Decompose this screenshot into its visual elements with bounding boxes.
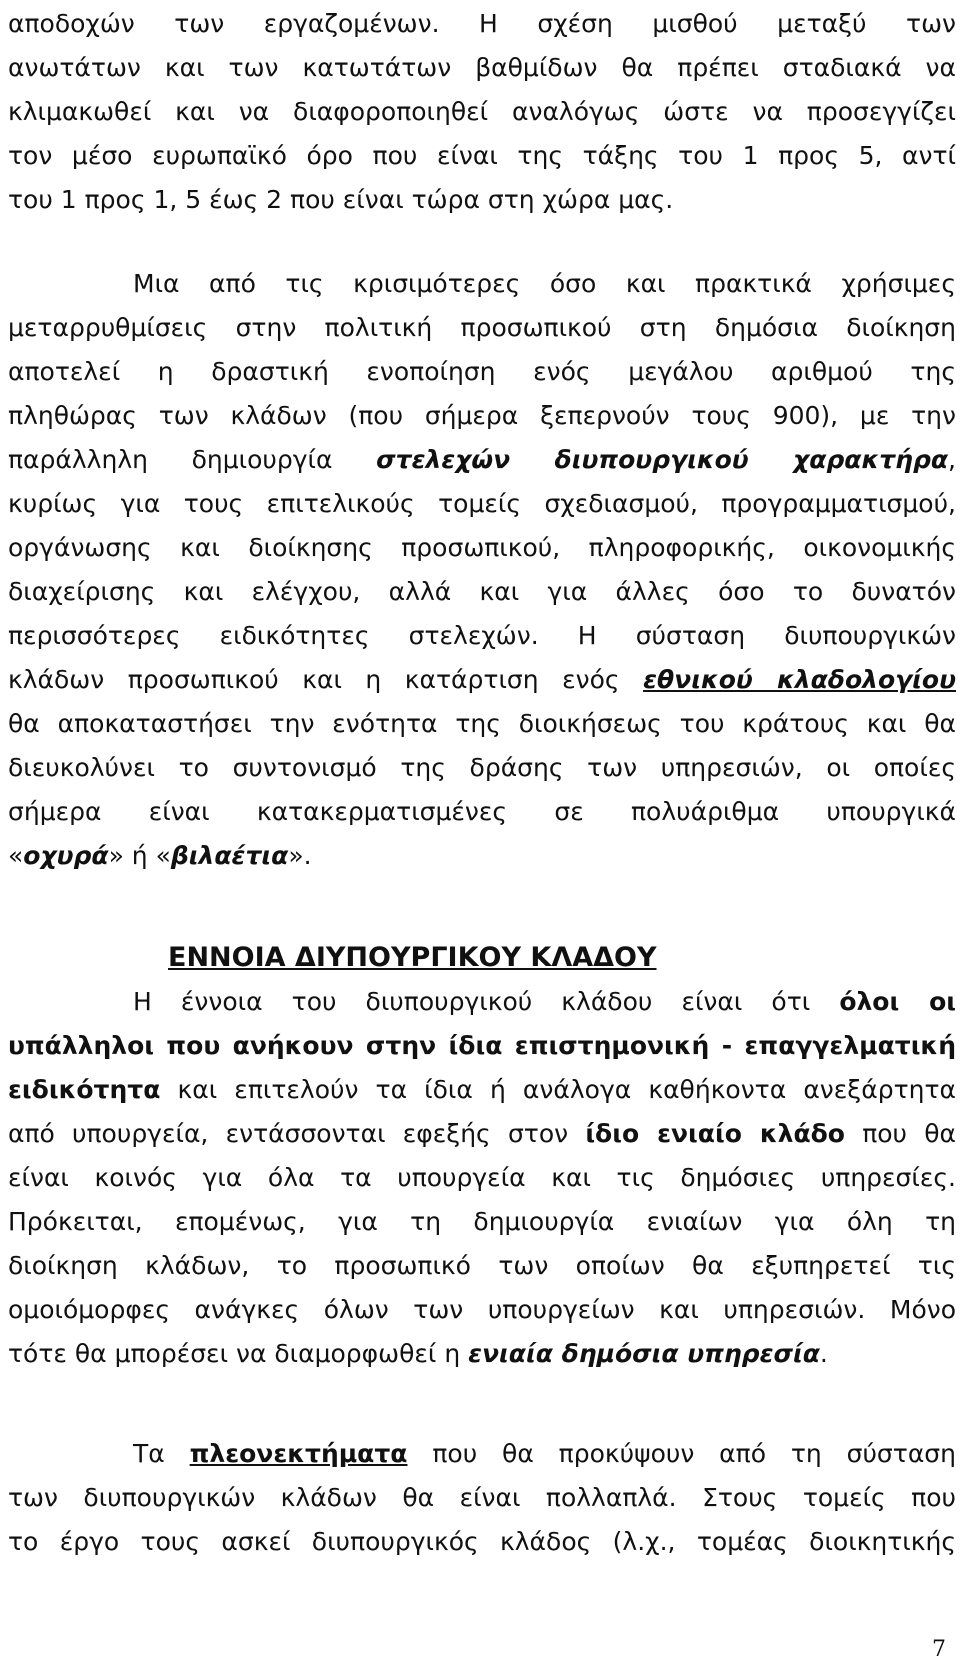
text-line: οργάνωσης και διοίκησης προσωπικού, πληροφορικής, οικονομικής (8, 533, 956, 562)
text-line: αποδοχών των εργαζομένων. Η σχέση μισθού μεταξύ των (8, 9, 956, 38)
section-heading: ΕΝΝΟΙΑ ΔΙΥΠΟΥΡΓΙΚΟΥ ΚΛΑΔΟΥ (168, 942, 657, 973)
text-run: και επιτελούν τα ίδια ή ανάλογα καθήκοντα ανεξάρτητα (160, 1075, 956, 1104)
text-line (8, 658, 956, 702)
text-line: Μια από τις κρισιμότερες όσο και πρακτικά χρήσιμες (133, 269, 956, 298)
text-line: τον μέσο ευρωπαϊκό όρο που είναι της τάξης του 1 προς 5, αντί (8, 141, 956, 170)
emphasis-text: οχυρά (23, 841, 109, 870)
text-line: διοίκηση κλάδων, το προσωπικό των οποίων θα εξυπηρετεί τις (8, 1251, 956, 1280)
text-run: ». (288, 841, 312, 870)
text-line: περισσότερες ειδικότητες στελεχών. Η σύσταση διυπουργικών (8, 621, 956, 650)
text-line: θα αποκαταστήσει την ενότητα της διοικήσεως του κράτους και θα (8, 709, 956, 738)
text-run: παράλληλη δημιουργία (8, 445, 377, 474)
text-line: Πρόκειται, επομένως, για τη δημιουργία ενιαίων για όλη τη (8, 1207, 956, 1236)
text-run: τότε θα μπορέσει να διαμορφωθεί η (8, 1339, 469, 1368)
text-line: μεταρρυθμίσεις στην πολιτική προσωπικού στη δημόσια διοίκηση (8, 313, 956, 342)
text-line: αποτελεί η δραστική ενοποίηση ενός μεγάλου αριθμού της (8, 357, 956, 386)
text-line: ανωτάτων και των κατωτάτων βαθμίδων θα πρέπει σταδιακά να (8, 53, 956, 82)
bold-text: ίδιο ενιαίο κλάδο (585, 1119, 845, 1148)
text-line (8, 1432, 956, 1476)
text-line: υπάλληλοι που ανήκουν στην ίδια επιστημονική - επαγγελματική (8, 1031, 956, 1060)
text-line (8, 1332, 956, 1376)
text-line: πληθώρας των κλάδων (που σήμερα ξεπερνούν τους 900), με την (8, 401, 956, 430)
text-run: Η έννοια του διυπουργικού κλάδου είναι ότι (133, 987, 840, 1016)
text-line: του 1 προς 1, 5 έως 2 που είναι τώρα στη χώρα μας. (8, 185, 674, 214)
bold-underlined-text: πλεονεκτήματα (189, 1439, 408, 1468)
text-run: που θα (844, 1119, 956, 1148)
emphasis-text: ενιαία δημόσια υπηρεσία (468, 1339, 820, 1368)
emphasis-text: βιλαέτια (170, 841, 289, 870)
text-line: κυρίως για τους επιτελικούς τομείς σχεδιασμού, προγραμματισμού, (8, 489, 956, 518)
text-line: διαχείρισης και ελέγχου, αλλά και για άλλες όσο το δυνατόν (8, 577, 956, 606)
bold-text: όλοι οι (839, 987, 956, 1016)
text-line: ομοιόμορφες ανάγκες όλων των υπουργείων και υπηρεσιών. Μόνο (8, 1295, 956, 1324)
text-line (8, 980, 956, 1024)
text-line (8, 834, 956, 878)
text-line: το έργο τους ασκεί διυπουργικός κλάδος (λ.χ., τομέας διοικητικής (8, 1527, 956, 1556)
text-run: που θα προκύψουν από τη σύσταση (407, 1439, 956, 1468)
emphasis-text: στελεχών διυπουργικού χαρακτήρα (376, 445, 949, 474)
page-number: 7 (932, 1637, 946, 1662)
text-run: , (948, 445, 956, 474)
text-line: σήμερα είναι κατακερματισμένες σε πολυάριθμα υπουργικά (8, 797, 956, 826)
text-line (8, 1068, 956, 1112)
text-line (8, 438, 956, 482)
text-line: διευκολύνει το συντονισμό της δράσης των υπηρεσιών, οι οποίες (8, 753, 956, 782)
text-run: « (8, 841, 24, 870)
text-run: » ή « (108, 841, 171, 870)
text-line: κλιμακωθεί και να διαφοροποιηθεί αναλόγως ώστε να προσεγγίζει (8, 97, 956, 126)
text-line (8, 1112, 956, 1156)
text-run: . (819, 1339, 828, 1368)
text-run: κλάδων προσωπικού και η κατάρτιση ενός (8, 665, 644, 694)
emphasis-text: εθνικού κλαδολογίου (643, 665, 956, 694)
text-run: Τα (133, 1439, 190, 1468)
text-run: από υπουργεία, εντάσσονται εφεξής στον (8, 1119, 586, 1148)
text-line: των διυπουργικών κλάδων θα είναι πολλαπλά. Στους τομείς που (8, 1483, 956, 1512)
bold-text: ειδικότητα (8, 1075, 161, 1104)
text-line: είναι κοινός για όλα τα υπουργεία και τις δημόσιες υπηρεσίες. (8, 1163, 956, 1192)
